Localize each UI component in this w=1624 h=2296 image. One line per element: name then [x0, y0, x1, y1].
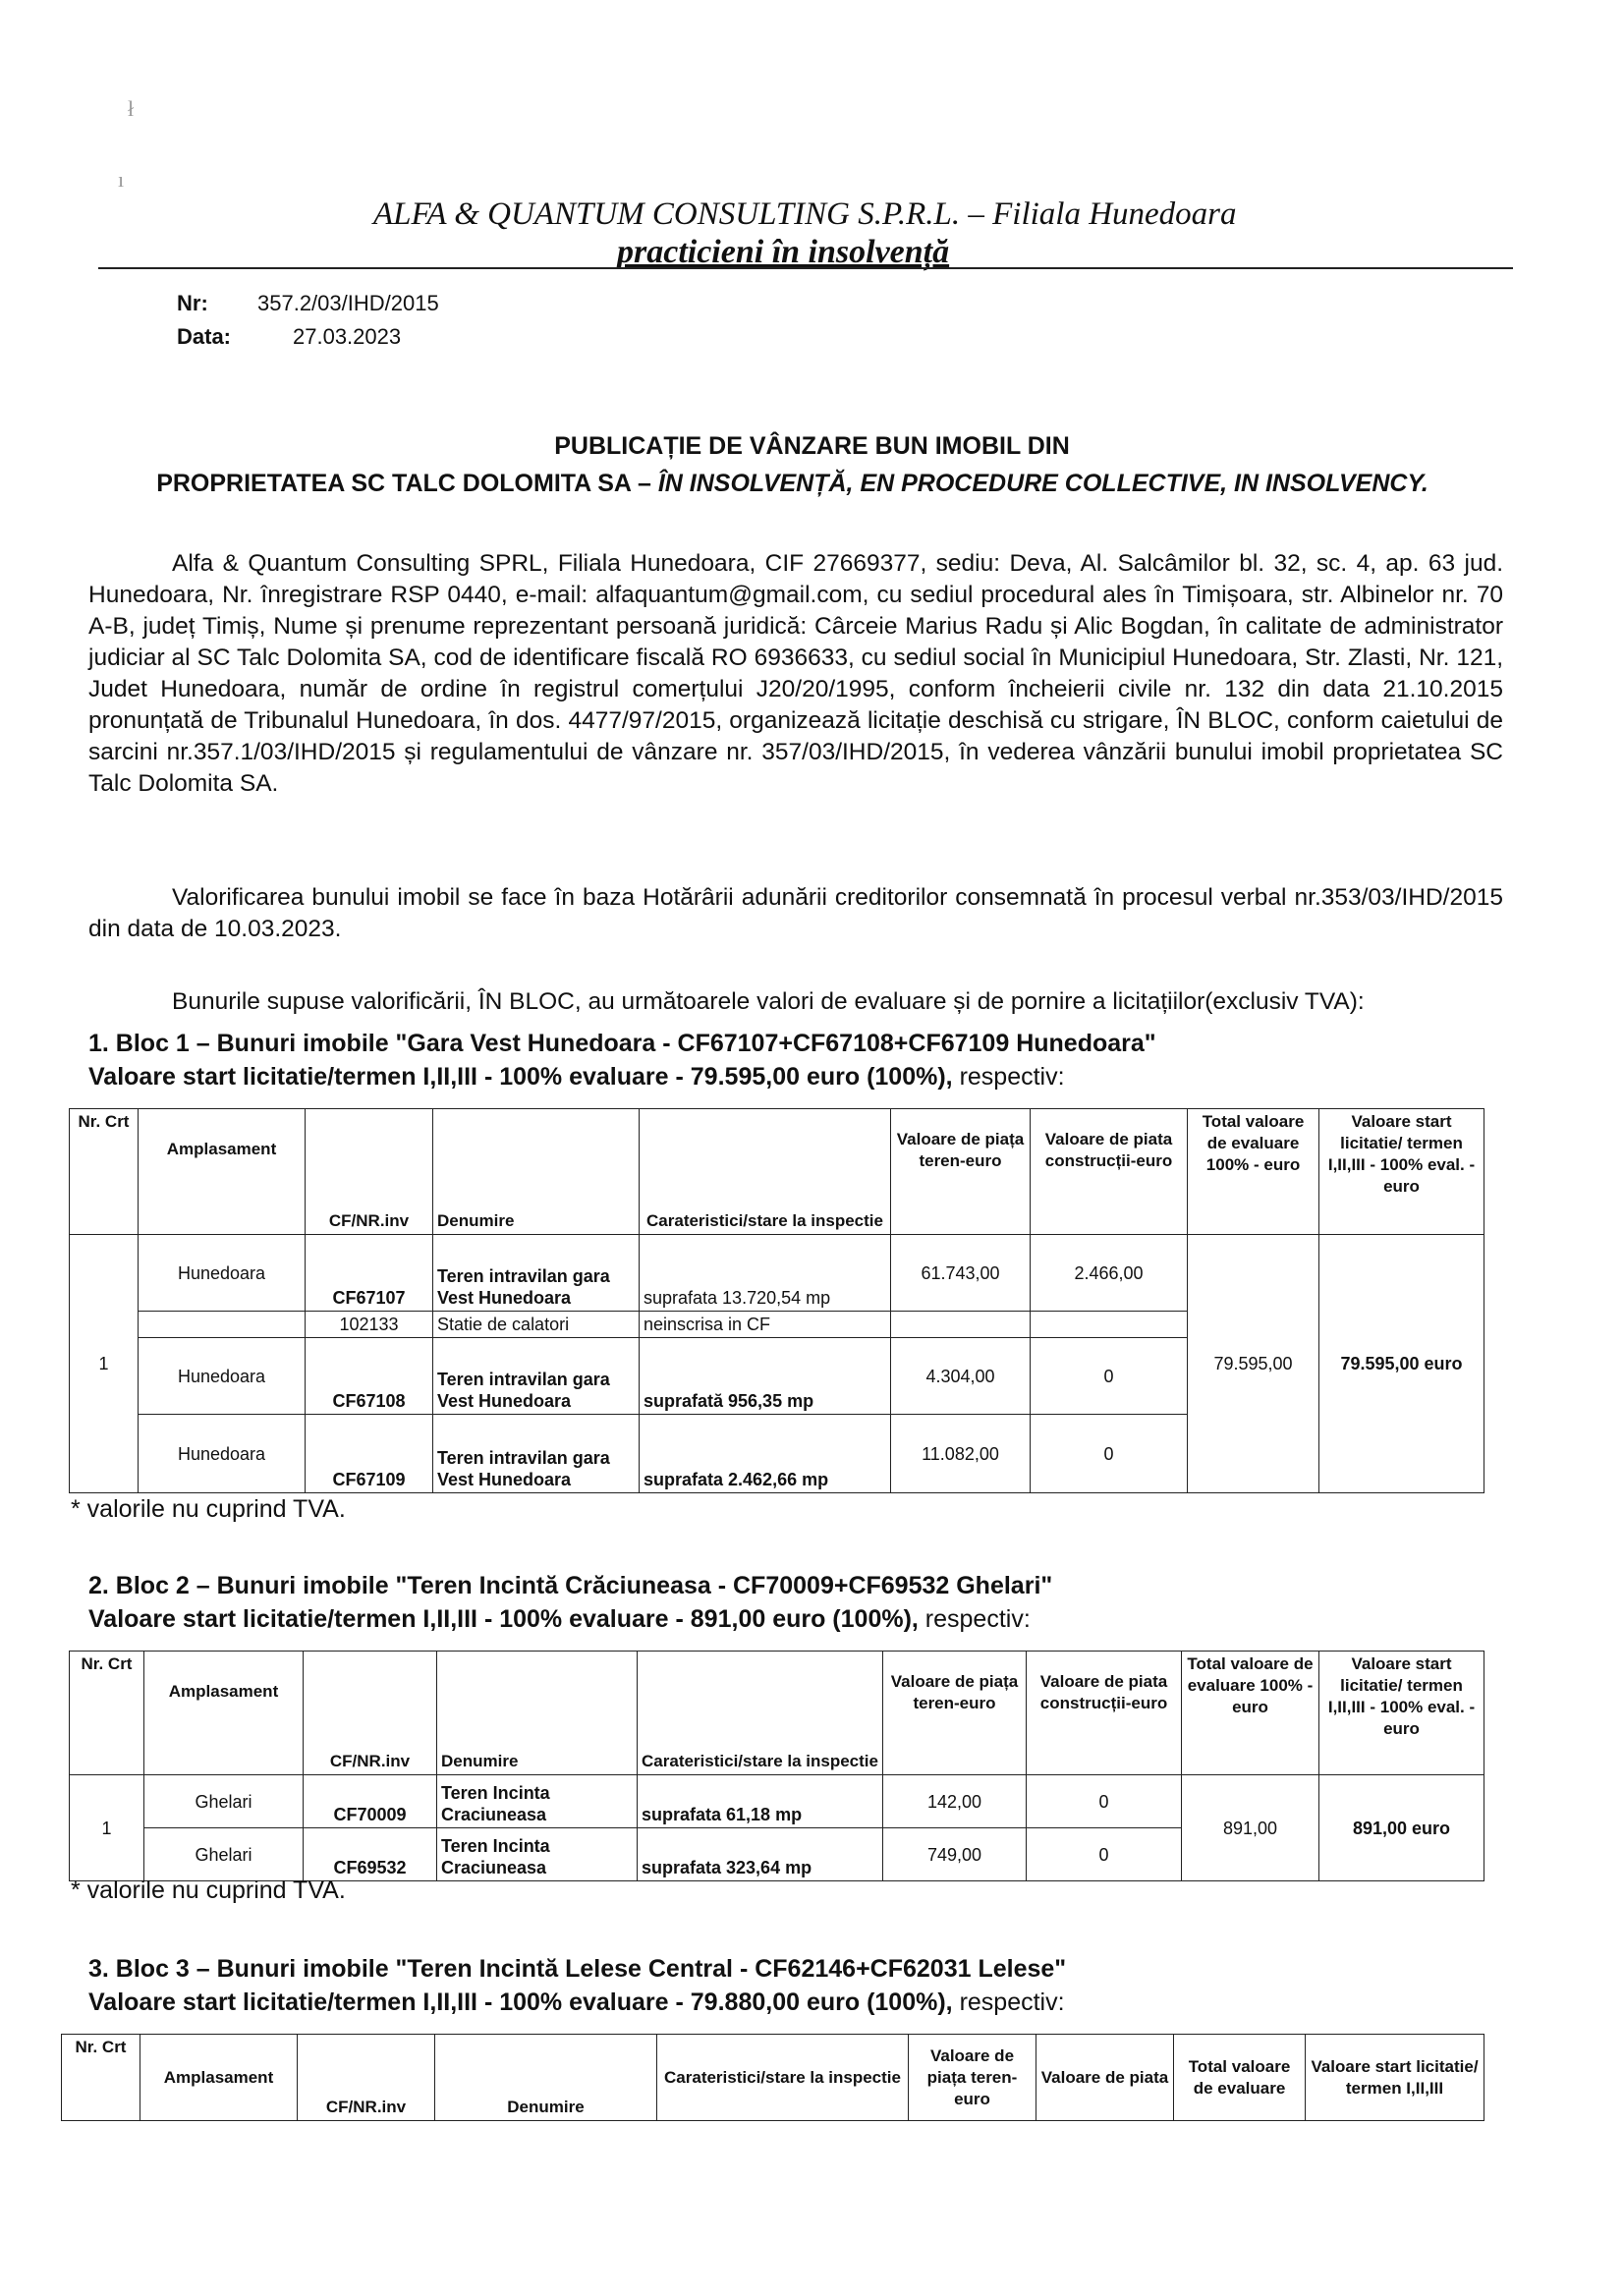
- header-denumire: Denumire: [437, 1652, 638, 1775]
- header-valoare-constructii: Valoare de piata construcții-euro: [1027, 1652, 1182, 1775]
- header-cf: CF/NR.inv: [306, 1109, 433, 1235]
- cell-amplasament: [139, 1312, 306, 1338]
- cell-valoare-constructii: 0: [1031, 1415, 1188, 1493]
- table-row: [70, 1235, 1484, 1312]
- bloc1-respectiv: respectiv:: [959, 1063, 1065, 1091]
- bloc2-start-value: [88, 1605, 1031, 1634]
- firm-subtitle: practicieni în insolvență: [617, 234, 950, 270]
- header-valoare-teren: Valoare de piața teren-euro: [891, 1109, 1031, 1235]
- cell-caracteristici: suprafata 13.720,54 mp: [640, 1235, 891, 1312]
- cell-caracteristici: neinscrisa in CF: [640, 1312, 891, 1338]
- header-valoare-constructii: Valoare de piata construcții-euro: [1031, 1109, 1188, 1235]
- document-date: [177, 324, 401, 350]
- title-line-1: PUBLICAȚIE DE VÂNZARE BUN IMOBIL DIN: [554, 432, 1070, 460]
- bloc1-start-text: Valoare start licitatie/termen I,II,III - 100% evaluare - 79.595,00 euro (100%),: [88, 1063, 960, 1091]
- bloc2-table: [69, 1651, 1484, 1881]
- firm-name: ALFA & QUANTUM CONSULTING S.P.R.L. – Filiala Hunedoara: [373, 196, 1237, 232]
- cell-caracteristici: suprafată 956,35 mp: [640, 1338, 891, 1415]
- cell-valoare-constructii: [1031, 1312, 1188, 1338]
- header-total: Total valoare de evaluare 100% - euro: [1182, 1652, 1319, 1775]
- cell-valoare-constructii: 2.466,00: [1031, 1235, 1188, 1312]
- row-number: 1: [70, 1235, 139, 1493]
- header-rule: [98, 267, 1513, 269]
- cell-valoare-teren: 4.304,00: [891, 1338, 1031, 1415]
- header-nr: Nr. Crt: [70, 1652, 144, 1775]
- bloc3-heading: 3. Bloc 3 – Bunuri imobile "Teren Incintă Lelese Central - CF62146+CF62031 Lelese": [88, 1955, 1067, 1983]
- cell-denumire: Teren intravilan gara Vest Hunedoara: [433, 1415, 640, 1493]
- header-amplasament: Amplasament: [144, 1652, 304, 1775]
- header-nr: Nr. Crt: [70, 1109, 139, 1235]
- cell-valoare-teren: 142,00: [883, 1775, 1027, 1828]
- table-header-row: [70, 1109, 1484, 1235]
- header-valoare-teren: Valoare de piața teren-euro: [883, 1652, 1027, 1775]
- header-denumire: Denumire: [435, 2035, 657, 2121]
- header-amplasament: Amplasament: [140, 2035, 298, 2121]
- table-header-row: [62, 2035, 1484, 2121]
- date-label: Data:: [177, 324, 232, 349]
- goods-paragraph: Bunurile supuse valorificării, ÎN BLOC, au următoarele valori de evaluare și de pornire a licitațiilor(exclusiv TVA):: [172, 988, 1365, 1015]
- table-row: [70, 1775, 1484, 1828]
- cell-amplasament: Hunedoara: [139, 1415, 306, 1493]
- cell-cf: 102133: [306, 1312, 433, 1338]
- cell-valoare-constructii: 0: [1027, 1828, 1182, 1881]
- cell-cf: CF67108: [306, 1338, 433, 1415]
- reference-number: [177, 291, 439, 316]
- table-header-row: [70, 1652, 1484, 1775]
- header-amplasament: Amplasament: [139, 1109, 306, 1235]
- bloc1-heading: 1. Bloc 1 – Bunuri imobile "Gara Vest Hunedoara - CF67107+CF67108+CF67109 Hunedoara": [88, 1030, 1156, 1057]
- title-company: PROPRIETATEA SC TALC DOLOMITA SA –: [156, 470, 658, 497]
- header-nr: Nr. Crt: [62, 2035, 140, 2121]
- cell-cf: CF67109: [306, 1415, 433, 1493]
- cell-denumire: Teren Incinta Craciuneasa: [437, 1828, 638, 1881]
- nr-value: 357.2/03/IHD/2015: [257, 291, 439, 315]
- cell-caracteristici: suprafata 2.462,66 mp: [640, 1415, 891, 1493]
- cell-valoare-teren: [891, 1312, 1031, 1338]
- cell-start: 891,00 euro: [1319, 1775, 1484, 1881]
- bloc1-vat-note: * valorile nu cuprind TVA.: [71, 1495, 346, 1523]
- cell-valoare-teren: 61.743,00: [891, 1235, 1031, 1312]
- header-total: Total valoare de evaluare 100% - euro: [1188, 1109, 1319, 1235]
- cell-denumire: Statie de calatori: [433, 1312, 640, 1338]
- header-start: Valoare start licitatie/ termen I,II,III: [1306, 2035, 1484, 2121]
- cell-valoare-teren: 749,00: [883, 1828, 1027, 1881]
- bloc3-start-text: Valoare start licitatie/termen I,II,III - 100% evaluare - 79.880,00 euro (100%),: [88, 1988, 960, 2016]
- header-denumire: Denumire: [433, 1109, 640, 1235]
- cell-amplasament: Ghelari: [144, 1775, 304, 1828]
- header-total: Total valoare de evaluare: [1174, 2035, 1306, 2121]
- cell-valoare-teren: 11.082,00: [891, 1415, 1031, 1493]
- cell-caracteristici: suprafata 61,18 mp: [638, 1775, 883, 1828]
- intro-paragraph: Alfa & Quantum Consulting SPRL, Filiala Hunedoara, CIF 27669377, sediu: Deva, Al. Salcâmilor bl. 32, sc. 4, ap. 63 jud. Hunedoara, Nr. înregistrare RSP 0440, e-mail: alfaquantum@gmail.com, cu sediul procedural ales în Timișoara, str. Albinelor nr. 70 A-B, județ Timiș, Nume și prenume reprezentant persoană juridică: Cârceie Marius Radu și Alic Bogdan, în calitate de administrator judiciar al SC Talc Dolomita SA, cod de identificare fiscală RO 6936633, cu sediul social în Municipiul Hunedoara, Str. Zlasti, Nr. 121, Judet Hunedoara, număr de ordine în registrul comerțului J20/20/1995, conform încheierii civile nr. 132 din data 21.10.2015 pronunțată de Tribunalul Hunedoara, în dos. 4477/97/2015, organizează licitație deschisă cu strigare, ÎN BLOC, conform caietului de sarcini nr.357.1/03/IHD/2015 și regulamentului de vânzare nr. 357/03/IHD/2015, în vederea vânzării bunului imobil proprietatea SC Talc Dolomita SA.: [88, 550, 1503, 797]
- cell-denumire: Teren intravilan gara Vest Hunedoara: [433, 1235, 640, 1312]
- cell-cf: CF67107: [306, 1235, 433, 1312]
- cell-valoare-constructii: 0: [1031, 1338, 1188, 1415]
- bloc3-respectiv: respectiv:: [959, 1988, 1065, 2016]
- title-insolvency: ÎN INSOLVENȚĂ, EN PROCEDURE COLLECTIVE, IN INSOLVENCY.: [657, 470, 1428, 497]
- date-value: 27.03.2023: [293, 324, 402, 349]
- valuation-paragraph: Valorificarea bunului imobil se face în baza Hotărârii adunării creditorilor consemnată în procesul verbal nr.353/03/IHD/2015 din data de 10.03.2023.: [88, 884, 1503, 942]
- cell-amplasament: Hunedoara: [139, 1235, 306, 1312]
- cell-denumire: Teren Incinta Craciuneasa: [437, 1775, 638, 1828]
- header-valoare-teren: Valoare de piața teren-euro: [909, 2035, 1036, 2121]
- header-caracteristici: Carateristici/stare la inspectie: [638, 1652, 883, 1775]
- bloc2-vat-note: * valorile nu cuprind TVA.: [71, 1876, 346, 1904]
- bloc1-table: [69, 1108, 1484, 1493]
- cell-cf: CF69532: [304, 1828, 437, 1881]
- bloc2-respectiv: respectiv:: [924, 1605, 1031, 1633]
- header-valoare-constructii: Valoare de piata: [1036, 2035, 1174, 2121]
- cell-caracteristici: suprafata 323,64 mp: [638, 1828, 883, 1881]
- bloc2-start-text: Valoare start licitatie/termen I,II,III - 100% evaluare - 891,00 euro (100%),: [88, 1605, 925, 1633]
- scan-mark: ı: [118, 167, 125, 192]
- header-cf: CF/NR.inv: [304, 1652, 437, 1775]
- bloc1-start-value: [88, 1063, 1065, 1092]
- bloc2-heading: 2. Bloc 2 – Bunuri imobile "Teren Incintă Crăciuneasa - CF70009+CF69532 Ghelari": [88, 1572, 1053, 1599]
- nr-label: Nr:: [177, 291, 208, 315]
- cell-cf: CF70009: [304, 1775, 437, 1828]
- scan-mark: ł: [128, 96, 135, 121]
- cell-total: 79.595,00: [1188, 1235, 1319, 1493]
- header-start: Valoare start licitatie/ termen I,II,III - 100% eval. - euro: [1319, 1109, 1484, 1235]
- bloc3-start-value: [88, 1988, 1065, 2017]
- cell-amplasament: Hunedoara: [139, 1338, 306, 1415]
- row-number: 1: [70, 1775, 144, 1881]
- cell-total: 891,00: [1182, 1775, 1319, 1881]
- header-cf: CF/NR.inv: [298, 2035, 435, 2121]
- cell-amplasament: Ghelari: [144, 1828, 304, 1881]
- header-start: Valoare start licitatie/ termen I,II,III - 100% eval. - euro: [1319, 1652, 1484, 1775]
- cell-denumire: Teren intravilan gara Vest Hunedoara: [433, 1338, 640, 1415]
- header-caracteristici: Carateristici/stare la inspectie: [657, 2035, 909, 2121]
- cell-start: 79.595,00 euro: [1319, 1235, 1484, 1493]
- bloc3-table: [61, 2034, 1484, 2121]
- header-caracteristici: Carateristici/stare la inspectie: [640, 1109, 891, 1235]
- cell-valoare-constructii: 0: [1027, 1775, 1182, 1828]
- title-line-2: [0, 470, 1604, 498]
